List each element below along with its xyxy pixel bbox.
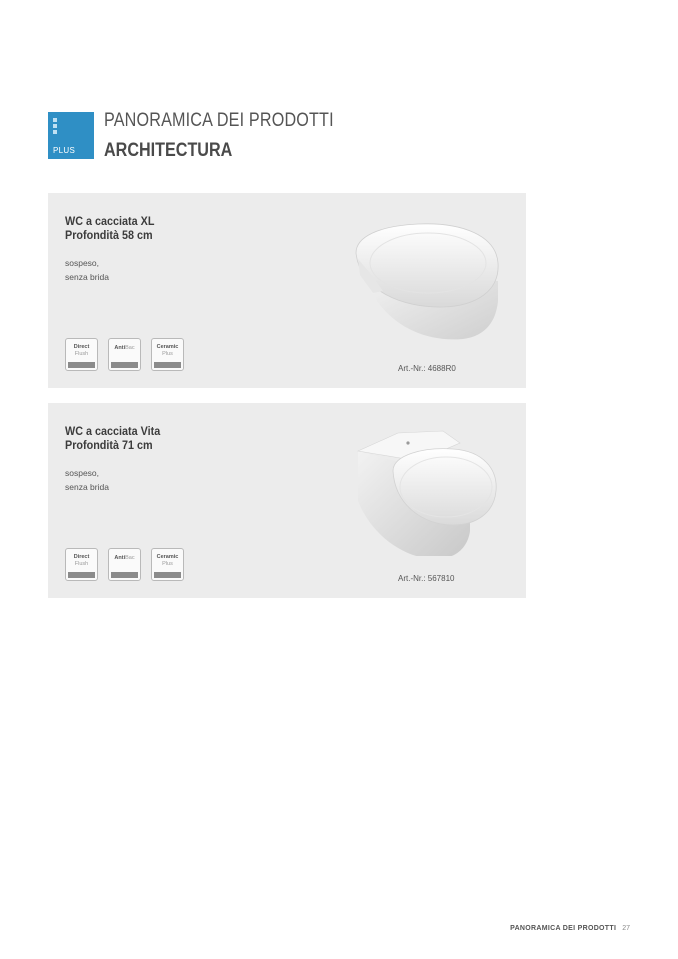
direct-flush-badge xyxy=(65,548,98,581)
antibac-badge xyxy=(108,548,141,581)
product-desc-line: senza brida xyxy=(65,272,109,282)
badge-label: Anti xyxy=(114,345,126,351)
square-dot-icon xyxy=(53,130,57,134)
badge-label: Direct xyxy=(73,344,90,350)
page-number: 27 xyxy=(622,925,630,932)
badge-sublabel: Bac xyxy=(125,345,135,351)
badge-label-row xyxy=(109,345,140,351)
brand-strip-icon xyxy=(111,572,138,578)
footer-section-title: PANORAMICA DEI PRODOTTI xyxy=(510,925,617,932)
product-depth-line: Profondità 71 cm xyxy=(65,438,153,452)
page-subtitle: ARCHITECTURA xyxy=(104,140,233,161)
product-desc-line: sospeso, xyxy=(65,258,100,268)
brand-strip-icon xyxy=(154,362,181,368)
product-card xyxy=(48,403,526,598)
ceramic-plus-badge xyxy=(151,338,184,371)
brand-strip-icon xyxy=(154,572,181,578)
badge-label: Anti xyxy=(114,555,126,561)
badge-sublabel: Plus xyxy=(162,561,173,567)
badge-sublabel: Bac xyxy=(125,555,135,561)
badge-label: Ceramic xyxy=(156,344,179,350)
article-number: Art.-Nr.: 567810 xyxy=(398,574,455,583)
badge-sublabel: Flush xyxy=(74,351,89,357)
product-desc-line: senza brida xyxy=(65,482,109,492)
wall-hung-toilet-vita-icon xyxy=(348,421,513,556)
badge-label: Direct xyxy=(73,554,90,560)
wall-hung-toilet-round-icon xyxy=(348,211,513,346)
badge-sublabel: Plus xyxy=(162,351,173,357)
product-desc-line: sospeso, xyxy=(65,468,100,478)
square-dot-icon xyxy=(53,118,57,122)
product-title-line: WC a cacciata Vita xyxy=(65,424,161,438)
article-number: Art.-Nr.: 4688R0 xyxy=(398,364,456,373)
product-depth-line: Profondità 58 cm xyxy=(65,228,153,242)
brand-strip-icon xyxy=(68,572,95,578)
plus-badge-label: PLUS xyxy=(53,146,76,155)
badge-label: Ceramic xyxy=(156,554,179,560)
antibac-badge xyxy=(108,338,141,371)
square-dot-icon xyxy=(53,124,57,128)
product-description xyxy=(65,466,109,494)
page-header xyxy=(48,110,448,162)
direct-flush-badge xyxy=(65,338,98,371)
feature-badges xyxy=(65,338,184,371)
feature-badges xyxy=(65,548,184,581)
product-title xyxy=(65,214,154,242)
brand-strip-icon xyxy=(68,362,95,368)
badge-sublabel: Flush xyxy=(74,561,89,567)
product-title-line: WC a cacciata XL xyxy=(65,214,155,228)
product-description xyxy=(65,256,109,284)
page-title: PANORAMICA DEI PRODOTTI xyxy=(104,110,334,131)
brand-strip-icon xyxy=(111,362,138,368)
page-footer xyxy=(510,925,630,932)
product-card xyxy=(48,193,526,388)
product-title xyxy=(65,424,160,452)
badge-label-row xyxy=(109,555,140,561)
ceramic-plus-badge xyxy=(151,548,184,581)
plus-badge xyxy=(48,112,94,159)
